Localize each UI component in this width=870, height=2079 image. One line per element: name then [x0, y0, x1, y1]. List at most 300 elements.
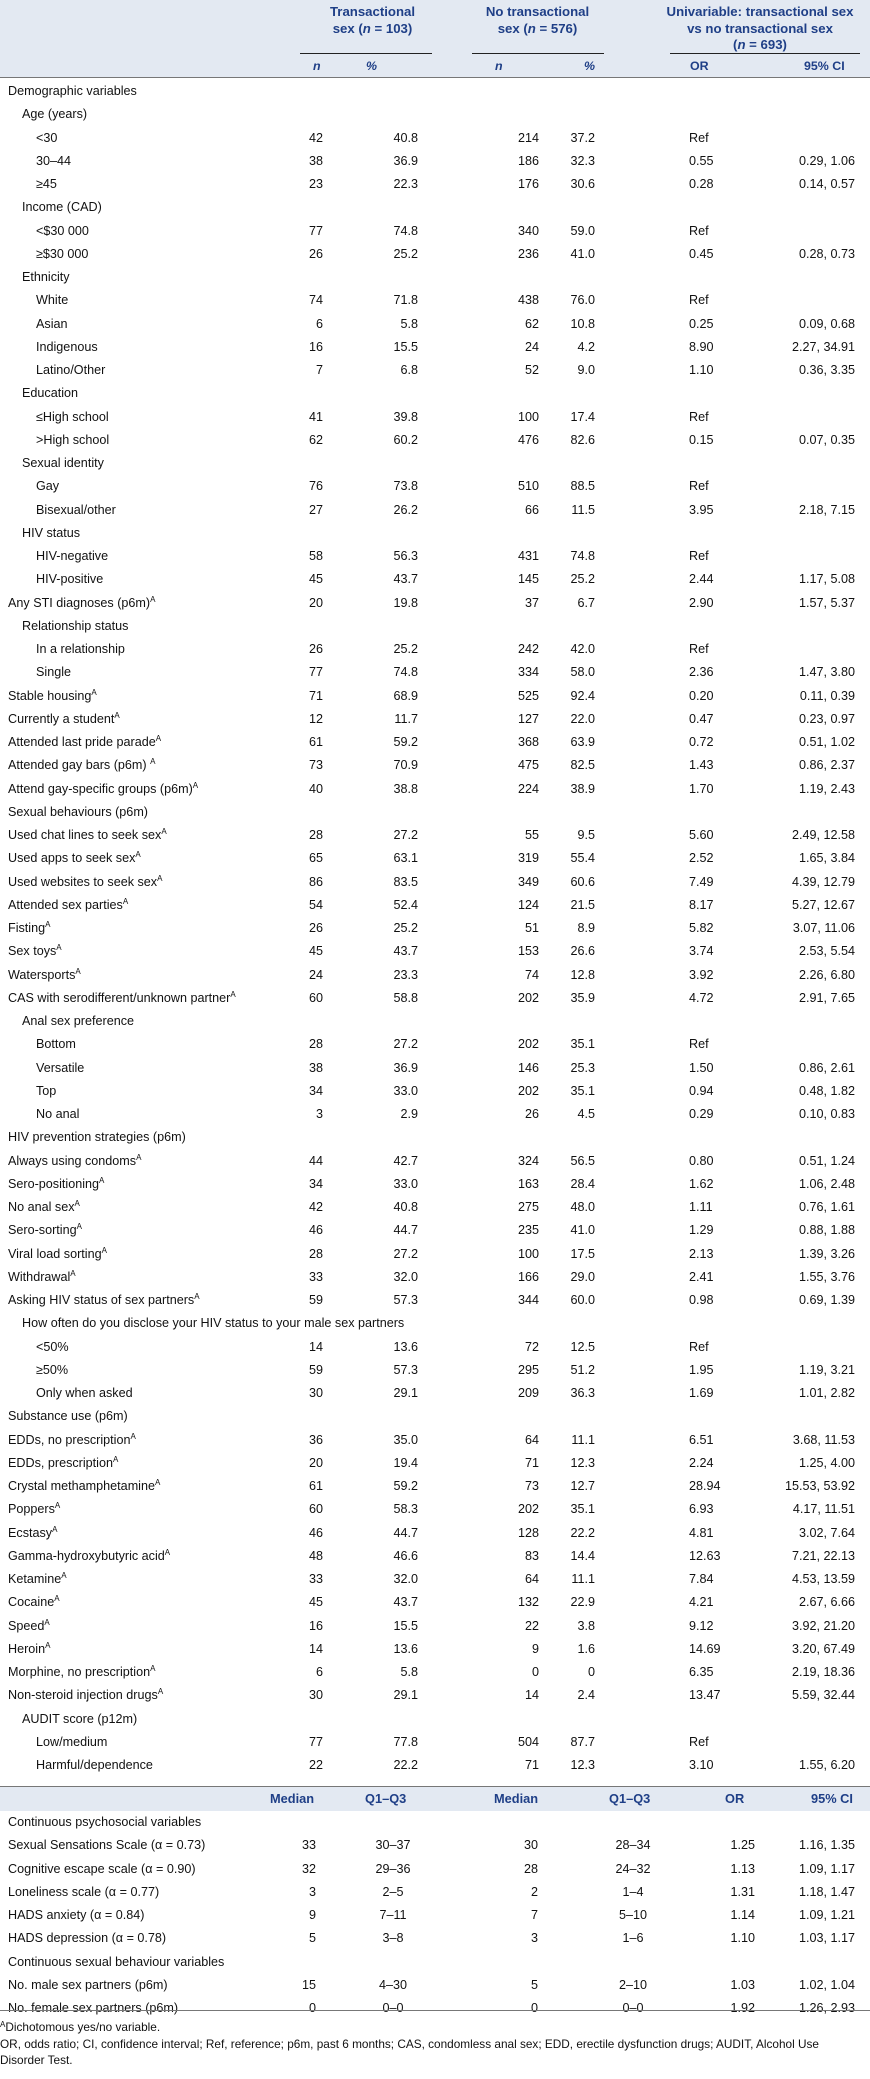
cell-pct-no-transactional: 14.4	[570, 1548, 595, 1563]
row-label-text: Relationship status	[22, 618, 129, 633]
footnote-marker: A	[135, 850, 141, 860]
cell-pct-no-transactional: 12.3	[570, 1758, 595, 1772]
row-label	[36, 220, 89, 243]
footnote-marker: A	[157, 1687, 164, 1697]
cell-n-transactional: 86	[308, 874, 323, 889]
cell-n-no-transactional: 202	[517, 1037, 539, 1052]
row-label-text: <30	[36, 130, 58, 145]
cell-pct-no-transactional: 22.2	[570, 1525, 595, 1540]
cell-ci: 0.23, 0.97	[798, 711, 855, 726]
cell-n-no-transactional: 176	[517, 177, 539, 191]
table-row	[0, 1568, 870, 1591]
cell-ci: 1.65, 3.84	[798, 851, 855, 866]
row-label-text: Anal sex preference	[22, 1014, 135, 1028]
table-row	[0, 173, 870, 196]
cell-n-no-transactional: 295	[517, 1362, 539, 1377]
cell-n-no-transactional: 202	[517, 990, 539, 1005]
cell-ci: 1.39, 3.26	[798, 1246, 855, 1261]
cell-n-no-transactional: 83	[524, 1548, 539, 1563]
footnote-a-text: Dichotomous yes/no variable.	[5, 2020, 161, 2034]
cell-n-transactional: 77	[308, 1734, 323, 1749]
row-label-text: Currently a student	[8, 711, 115, 726]
cell-q1q3-transactional: 4–30	[378, 1977, 408, 1992]
table-row	[0, 1475, 870, 1498]
table-row	[0, 220, 870, 243]
table-row	[0, 1359, 870, 1382]
cell-pct-transactional: 29.1	[393, 1386, 418, 1400]
cell-n-transactional: 42	[308, 1200, 323, 1214]
footnote-marker: A	[61, 1571, 67, 1580]
row-label-text: Used chat lines to seek sex	[8, 828, 162, 842]
table-row	[0, 1615, 870, 1638]
cell-pct-no-transactional: 82.6	[570, 432, 595, 447]
table-row	[0, 1033, 870, 1056]
row-label	[36, 289, 68, 312]
header-rule	[0, 77, 870, 78]
subsection-heading	[0, 382, 870, 405]
subsection-heading	[0, 615, 870, 638]
cell-pct-no-transactional: 41.0	[570, 246, 595, 261]
cell-median-transactional: 9	[308, 1908, 316, 1922]
cell-or: 1.43	[689, 758, 714, 773]
cell-n-transactional: 48	[308, 1548, 323, 1563]
section-heading	[0, 1951, 870, 1974]
cell-or: 6.51	[689, 1432, 714, 1447]
row-label-text: Ethnicity	[22, 270, 70, 284]
cell-or: 6.93	[689, 1502, 714, 1517]
cell-or: 13.47	[689, 1688, 721, 1703]
cell-n-transactional: 27	[308, 502, 323, 517]
cell-ci: 0.51, 1.02	[798, 735, 855, 749]
cell-or: 1.92	[730, 2001, 755, 2015]
cell-n-no-transactional: 51	[524, 921, 539, 935]
cell-n-transactional: 45	[308, 572, 323, 587]
row-label-text: Substance use (p6m)	[8, 1409, 128, 1424]
cell-n-no-transactional: 186	[517, 153, 539, 168]
cell-n-no-transactional: 124	[517, 897, 539, 912]
cell-pct-transactional: 44.7	[393, 1525, 418, 1540]
subsection-heading	[0, 266, 870, 289]
cell-or: 1.29	[689, 1223, 714, 1238]
row-label	[36, 150, 71, 173]
row-label	[8, 1522, 57, 1545]
row-label	[22, 196, 102, 219]
cell-n-no-transactional: 37	[524, 595, 539, 610]
table-row	[0, 1754, 870, 1777]
table-row	[0, 917, 870, 940]
row-label-text: ≥45	[36, 177, 57, 191]
cell-n-transactional: 38	[308, 153, 323, 168]
cell-n-transactional: 16	[308, 339, 323, 354]
cell-n-no-transactional: 344	[517, 1293, 539, 1307]
cell-n-no-transactional: 64	[524, 1432, 539, 1447]
row-label	[8, 847, 141, 870]
subsection-heading	[0, 1708, 870, 1731]
cell-n-no-transactional: 127	[517, 711, 539, 726]
row-label	[8, 1881, 159, 1904]
cell-n-transactional: 7	[315, 363, 323, 377]
row-label	[36, 499, 116, 522]
cell-pct-no-transactional: 17.5	[570, 1246, 595, 1261]
cell-pct-transactional: 68.9	[393, 688, 418, 703]
cell-or: 1.50	[689, 1060, 714, 1075]
table-row	[0, 894, 870, 917]
cell-n-transactional: 6	[315, 316, 323, 331]
row-label-text: Continuous psychosocial variables	[8, 1815, 202, 1829]
row-label-text: Single	[36, 665, 72, 680]
subheader-pct2: %	[584, 59, 596, 73]
row-label	[8, 1126, 186, 1149]
footnote-marker: A	[155, 734, 162, 743]
table-row	[0, 568, 870, 591]
cell-pct-no-transactional: 35.9	[570, 990, 595, 1005]
cell-ci: 1.18, 1.47	[798, 1884, 855, 1899]
cell-pct-transactional: 38.8	[393, 781, 418, 796]
cell-pct-transactional: 5.8	[400, 1665, 418, 1679]
row-label-text: Cognitive escape scale (α = 0.90)	[8, 1861, 196, 1876]
cell-pct-transactional: 83.5	[393, 874, 418, 889]
cell-ci: 1.09, 1.17	[798, 1861, 855, 1876]
cell-ci: 1.55, 3.76	[798, 1269, 855, 1284]
cell-or: 5.60	[689, 828, 714, 842]
table-row	[0, 1336, 870, 1359]
row-label	[8, 1243, 107, 1266]
cell-pct-transactional: 22.2	[393, 1758, 418, 1772]
cell-or: 0.25	[689, 316, 714, 331]
cell-q1q3-no-transactional: 0–0	[622, 2001, 644, 2015]
subsection-heading	[0, 452, 870, 475]
cell-ci: 1.01, 2.82	[798, 1386, 855, 1400]
cell-or: 2.52	[689, 851, 714, 866]
cell-ci: 3.92, 21.20	[791, 1618, 855, 1633]
cell-or: 3.92	[689, 967, 714, 982]
row-label-text: AUDIT score (p12m)	[22, 1711, 138, 1726]
table-row	[0, 289, 870, 312]
cell-pct-transactional: 43.7	[393, 944, 418, 959]
cell-or: 6.35	[689, 1665, 714, 1679]
footnote-marker: A	[122, 896, 129, 906]
cell-or: 1.03	[730, 1977, 755, 1992]
cell-median-no-transactional: 28	[523, 1861, 538, 1876]
row-label	[36, 1103, 79, 1126]
footnote-marker: A	[0, 2020, 6, 2029]
cell-or: 2.24	[689, 1455, 714, 1470]
table-row	[0, 1266, 870, 1289]
row-label-text: HIV-negative	[36, 549, 109, 563]
cell-pct-no-transactional: 60.6	[570, 874, 595, 889]
cell-ci: 0.76, 1.61	[798, 1200, 855, 1214]
cell-pct-transactional: 15.5	[393, 1618, 418, 1633]
row-label-text: Gamma-hydroxybutyric acid	[8, 1548, 165, 1563]
table-row	[0, 1661, 870, 1684]
table-row	[0, 429, 870, 452]
row-label	[22, 1312, 404, 1335]
cell-pct-no-transactional: 26.6	[570, 944, 595, 959]
cell-or: Ref	[689, 409, 709, 424]
row-label	[36, 359, 105, 382]
subheader-n2: n	[495, 59, 503, 73]
cell-n-no-transactional: 340	[517, 223, 539, 238]
cell-n-transactional: 20	[308, 595, 323, 610]
cell-n-transactional: 42	[308, 130, 323, 145]
cell-pct-transactional: 25.2	[393, 246, 418, 261]
cell-pct-no-transactional: 82.5	[570, 758, 595, 773]
cell-ci: 0.51, 1.24	[798, 1153, 855, 1168]
cell-pct-transactional: 71.8	[393, 293, 418, 308]
row-label	[8, 1568, 67, 1591]
row-label-text: Cocaine	[8, 1595, 55, 1610]
footnote-marker: A	[54, 1594, 60, 1604]
cell-or: 0.98	[689, 1293, 714, 1307]
row-label	[36, 638, 125, 661]
cell-n-transactional: 45	[308, 1595, 323, 1610]
cell-n-no-transactional: 24	[524, 339, 539, 354]
cell-n-transactional: 26	[308, 642, 323, 656]
cell-n-transactional: 73	[308, 758, 323, 773]
cell-pct-no-transactional: 11.1	[571, 1572, 595, 1586]
cell-pct-transactional: 25.2	[393, 921, 418, 935]
section-heading	[0, 80, 870, 103]
row-label	[8, 1196, 80, 1219]
cell-pct-no-transactional: 12.8	[570, 967, 595, 982]
cell-or: 0.28	[689, 177, 714, 191]
cell-ci: 1.06, 2.48	[798, 1176, 855, 1191]
cell-n-transactional: 28	[308, 1037, 323, 1052]
group-no-transactional-header: No transactional sex (n = 576)	[485, 4, 590, 36]
subsection-heading	[0, 1010, 870, 1033]
cell-n-no-transactional: 242	[517, 642, 539, 656]
table-row	[0, 1638, 870, 1661]
cell-ci: 0.86, 2.61	[798, 1060, 855, 1075]
table-row	[0, 1429, 870, 1452]
cell-pct-no-transactional: 3.8	[577, 1618, 595, 1633]
table-row	[0, 499, 870, 522]
band-q1q3-2: Q1–Q3	[609, 1791, 651, 1806]
cell-n-no-transactional: 74	[524, 967, 539, 982]
cell-n-transactional: 46	[308, 1223, 323, 1238]
cell-ci: 0.69, 1.39	[798, 1293, 855, 1307]
group-univariable-header: Univariable: transactional sex vs no transactional sex (n = 693)	[666, 4, 854, 52]
row-label-text: ≥50%	[36, 1362, 69, 1377]
row-label-text: Ketamine	[8, 1572, 62, 1586]
cell-n-transactional: 61	[308, 1479, 323, 1493]
cell-n-transactional: 24	[308, 967, 323, 982]
row-label	[8, 1858, 196, 1881]
cell-n-no-transactional: 224	[517, 781, 539, 796]
row-label-text: ≤High school	[36, 409, 109, 424]
cell-pct-transactional: 23.3	[393, 967, 418, 982]
row-label-text: Attended last pride parade	[8, 735, 156, 749]
cell-n-transactional: 36	[308, 1432, 323, 1447]
cell-n-no-transactional: 235	[517, 1223, 539, 1238]
row-label-text: HIV-positive	[36, 572, 104, 587]
cell-pct-no-transactional: 25.2	[570, 572, 595, 587]
row-label-text: Sex toys	[8, 944, 57, 959]
row-label	[22, 103, 87, 126]
cell-pct-no-transactional: 35.1	[570, 1037, 595, 1052]
cell-n-no-transactional: 146	[517, 1060, 539, 1075]
row-label-text: Income (CAD)	[22, 200, 102, 215]
subsection-heading	[0, 196, 870, 219]
table-header	[0, 0, 870, 77]
cell-pct-no-transactional: 32.3	[570, 153, 595, 168]
row-label-text: HADS anxiety (α = 0.84)	[8, 1908, 145, 1922]
table-row	[0, 243, 870, 266]
cell-pct-no-transactional: 29.0	[570, 1269, 595, 1284]
row-label	[8, 964, 81, 987]
cell-n-no-transactional: 73	[524, 1479, 539, 1493]
row-label	[8, 1452, 118, 1475]
cell-n-no-transactional: 71	[524, 1758, 539, 1772]
footnote-marker: A	[76, 1222, 82, 1232]
cell-ci: 1.47, 3.80	[798, 665, 855, 680]
cell-or: 4.72	[689, 990, 714, 1005]
table-row	[0, 638, 870, 661]
cell-ci: 1.57, 5.37	[798, 595, 855, 610]
row-label-text: Sexual Sensations Scale (α = 0.73)	[8, 1838, 206, 1853]
cell-or: 0.80	[689, 1153, 714, 1168]
cell-n-transactional: 33	[308, 1572, 323, 1586]
cell-n-no-transactional: 209	[517, 1386, 539, 1400]
table-row	[0, 847, 870, 870]
table-row	[0, 685, 870, 708]
row-label	[8, 1951, 224, 1974]
cell-median-no-transactional: 0	[530, 2001, 538, 2015]
cell-ci: 2.53, 5.54	[798, 944, 855, 959]
cell-pct-no-transactional: 12.7	[570, 1479, 595, 1493]
cell-n-no-transactional: 166	[517, 1269, 539, 1284]
cell-n-no-transactional: 334	[517, 665, 539, 680]
cell-pct-transactional: 58.3	[393, 1502, 418, 1517]
cell-ci: 0.14, 0.57	[798, 177, 855, 191]
cell-pct-transactional: 29.1	[393, 1688, 418, 1703]
footnote-marker: A	[150, 594, 156, 604]
row-label	[8, 1927, 166, 1950]
cell-q1q3-transactional: 7–11	[379, 1908, 407, 1922]
cell-n-transactional: 30	[308, 1386, 323, 1400]
cell-ci: 2.91, 7.65	[798, 990, 855, 1005]
table-row	[0, 731, 870, 754]
cell-ci: 2.67, 6.66	[798, 1595, 855, 1610]
cell-n-transactional: 33	[308, 1269, 323, 1284]
footnote-marker: A	[194, 1292, 200, 1301]
row-label-text: Sero-sorting	[8, 1223, 77, 1238]
cell-pct-no-transactional: 58.0	[570, 665, 595, 680]
cell-n-no-transactional: 66	[524, 502, 539, 517]
cell-ci: 2.49, 12.58	[791, 828, 855, 842]
cell-n-no-transactional: 72	[524, 1339, 539, 1354]
cell-median-transactional: 33	[301, 1838, 316, 1853]
footnote-a	[0, 2020, 862, 2036]
table-row	[0, 1243, 870, 1266]
cell-n-no-transactional: 504	[517, 1734, 539, 1749]
row-label	[8, 1638, 50, 1661]
cell-pct-no-transactional: 35.1	[570, 1502, 595, 1517]
cell-pct-transactional: 77.8	[393, 1734, 418, 1749]
row-label	[36, 336, 98, 359]
cell-ci: 0.07, 0.35	[798, 432, 855, 447]
cell-or: 0.45	[689, 246, 714, 261]
cell-pct-no-transactional: 2.4	[577, 1688, 595, 1703]
row-label-text: Crystal methamphetamine	[8, 1479, 155, 1493]
cell-pct-transactional: 2.9	[400, 1107, 418, 1121]
cell-pct-no-transactional: 60.0	[570, 1293, 595, 1307]
row-label	[36, 1057, 84, 1080]
table-row	[0, 1927, 870, 1950]
cell-n-no-transactional: 22	[524, 1618, 539, 1633]
footnote-marker: A	[136, 1152, 142, 1162]
header-underline-3	[670, 53, 860, 54]
cell-or: Ref	[689, 130, 709, 145]
cell-ci: 0.10, 0.83	[798, 1107, 855, 1121]
row-label	[36, 1731, 107, 1754]
cell-pct-no-transactional: 25.3	[570, 1060, 595, 1075]
row-label	[22, 266, 70, 289]
cell-n-transactional: 14	[308, 1339, 323, 1354]
row-label	[8, 871, 162, 894]
row-label	[22, 522, 80, 545]
cell-ci: 2.19, 18.36	[791, 1665, 855, 1679]
table-row	[0, 1997, 870, 2020]
cell-pct-transactional: 60.2	[393, 432, 418, 447]
cell-pct-no-transactional: 48.0	[570, 1200, 595, 1214]
footnote-marker: A	[157, 873, 163, 883]
footnote-marker: A	[56, 943, 62, 953]
cell-or: Ref	[689, 1037, 709, 1052]
row-label	[8, 592, 155, 615]
cell-pct-no-transactional: 56.5	[570, 1153, 595, 1168]
row-label-text: Gay	[36, 479, 60, 494]
row-label-text: Used websites to seek sex	[8, 874, 158, 889]
footnote-marker: A	[70, 1268, 76, 1278]
cell-or: Ref	[689, 1339, 709, 1354]
cell-n-no-transactional: 64	[524, 1572, 539, 1586]
table-row	[0, 1103, 870, 1126]
cell-q1q3-no-transactional: 2–10	[618, 1977, 648, 1992]
row-label-text: No anal sex	[8, 1200, 75, 1214]
cell-n-transactional: 61	[308, 735, 323, 749]
subheader-n1: n	[313, 59, 321, 73]
row-label-text: Watersports	[8, 967, 76, 982]
cell-n-transactional: 65	[308, 851, 323, 866]
cell-ci: 1.19, 2.43	[798, 781, 855, 796]
cell-pct-transactional: 46.6	[393, 1548, 418, 1563]
row-label	[8, 731, 161, 754]
row-label	[8, 1661, 155, 1684]
row-label	[22, 1708, 137, 1731]
cell-ci: 1.17, 5.08	[798, 572, 855, 587]
cell-pct-no-transactional: 0	[587, 1665, 595, 1679]
cell-pct-transactional: 5.8	[400, 316, 418, 331]
cell-or: 8.90	[689, 339, 714, 354]
cell-or: 1.70	[689, 781, 714, 796]
row-label	[36, 1382, 133, 1405]
row-label-text: Education	[22, 386, 79, 401]
section-heading	[0, 1405, 870, 1428]
cell-n-no-transactional: 214	[517, 130, 539, 145]
cell-pct-transactional: 74.8	[393, 223, 418, 238]
cell-pct-no-transactional: 88.5	[570, 479, 595, 494]
row-label	[8, 917, 50, 940]
cell-pct-no-transactional: 22.0	[570, 711, 595, 726]
row-label-text: Age (years)	[22, 107, 88, 122]
cell-pct-transactional: 42.7	[393, 1153, 418, 1168]
row-label	[22, 382, 78, 405]
cell-pct-no-transactional: 30.6	[570, 177, 595, 191]
cell-ci: 5.27, 12.67	[791, 897, 855, 912]
cell-pct-no-transactional: 35.1	[570, 1083, 595, 1098]
cell-n-transactional: 38	[308, 1060, 323, 1075]
